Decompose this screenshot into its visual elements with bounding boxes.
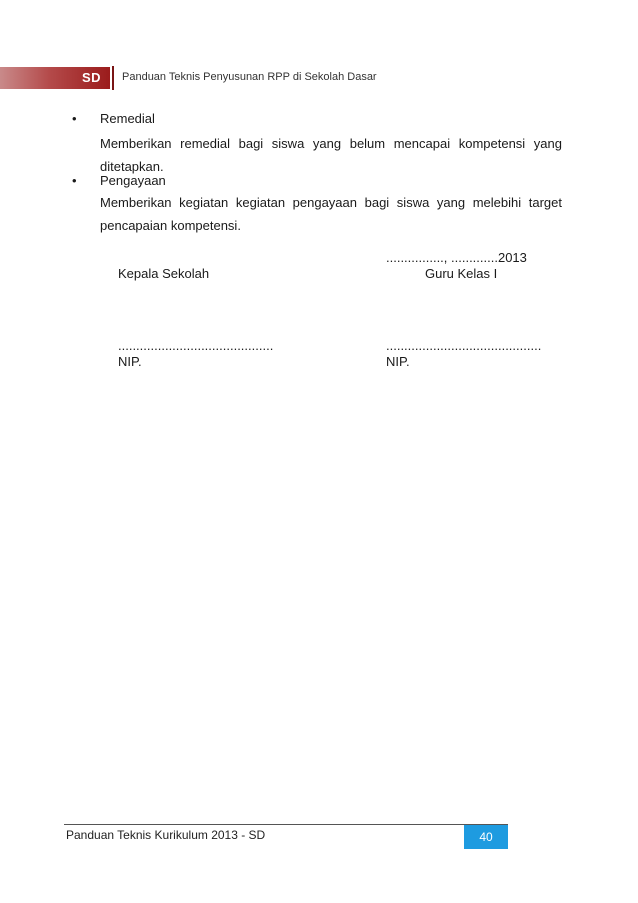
header-divider <box>112 66 114 90</box>
signature-left-name-line: ........................................... <box>118 338 274 353</box>
signature-date: ................, .............2013 <box>386 250 527 265</box>
signature-left-nip: NIP. <box>118 354 142 369</box>
bullet-icon: • <box>72 111 77 126</box>
bullet-heading: Pengayaan <box>100 173 166 188</box>
bullet-body: Memberikan kegiatan kegiatan pengayaan bagi siswa yang melebihi target pencapaian kompetensi. <box>100 195 562 233</box>
signature-left-role: Kepala Sekolah <box>118 266 210 281</box>
footer-rule <box>64 824 508 825</box>
bullet-icon: • <box>72 173 77 188</box>
page-number: 40 <box>464 825 508 849</box>
bullet-body: Memberikan remedial bagi siswa yang belum mencapai kompetensi yang ditetapkan. <box>100 136 562 174</box>
bullet-heading: Remedial <box>100 111 155 126</box>
header-badge: SD <box>82 70 102 85</box>
signature-right-nip: NIP. <box>386 354 410 369</box>
footer-title: Panduan Teknis Kurikulum 2013 - SD <box>66 828 266 842</box>
signature-right-name-line: ........................................... <box>386 338 542 353</box>
signature-right-role: Guru Kelas I <box>425 266 498 281</box>
header-title: Panduan Teknis Penyusunan RPP di Sekolah Dasar <box>122 71 377 83</box>
